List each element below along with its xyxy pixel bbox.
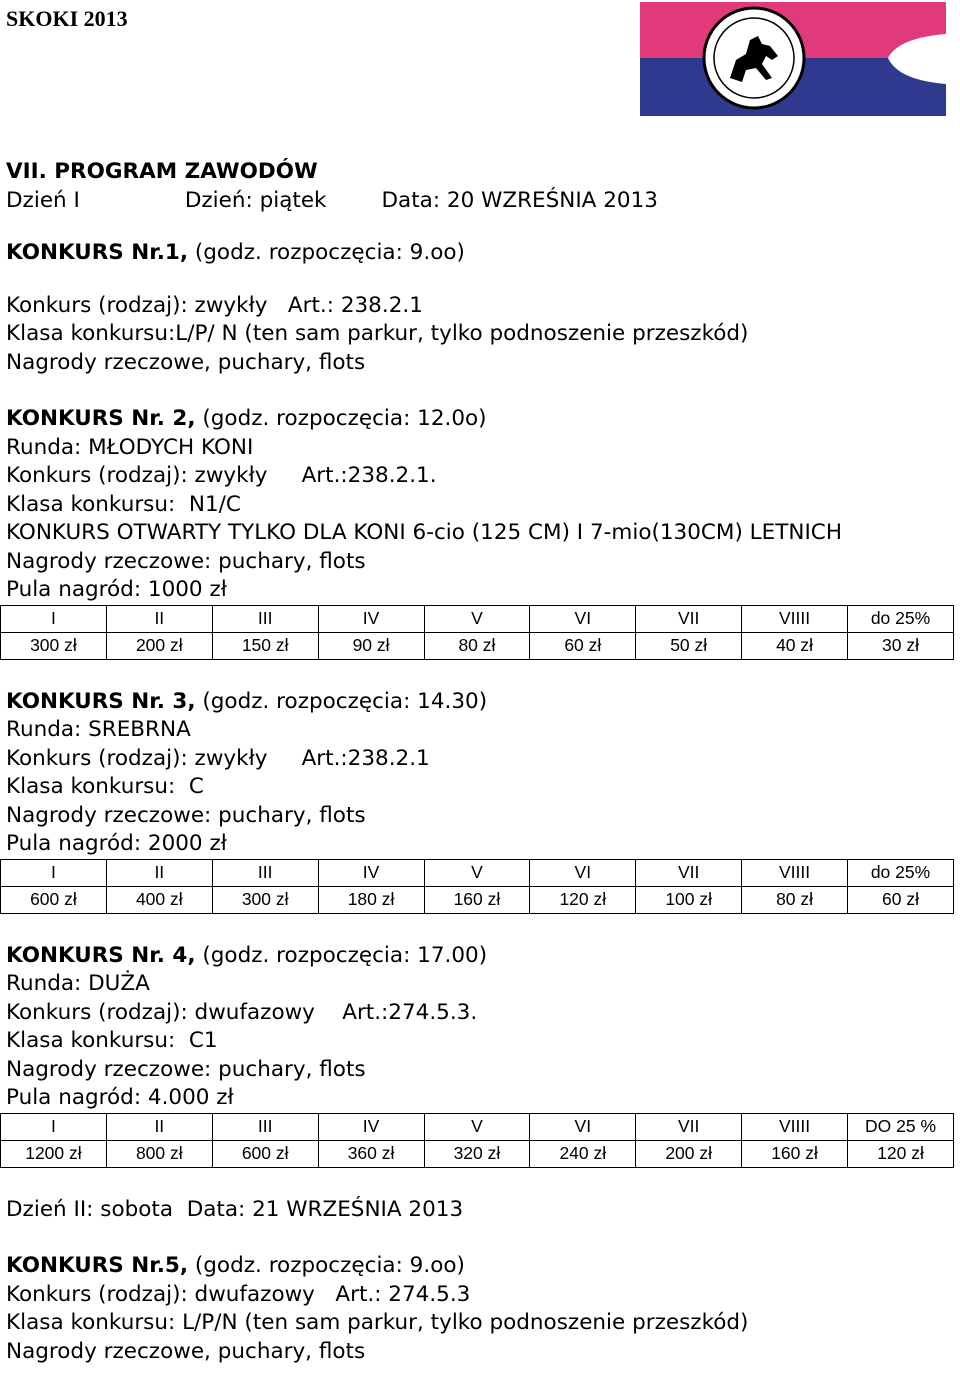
konkurs-2-class: Klasa konkursu: N1/C: [6, 491, 241, 517]
konkurs-2-open-note: KONKURS OTWARTY TYLKO DLA KONI 6-cio (125 CM) I 7-mio(130CM) LETNICH: [6, 520, 842, 545]
konkurs-3-prize-table: [0, 859, 954, 914]
amount-cell: 240 zł: [530, 1140, 636, 1167]
place-cell: DO 25 %: [848, 1113, 954, 1140]
table-row-places: [1, 859, 954, 886]
konkurs-4-round: Runda: DUŻA: [6, 971, 150, 996]
konkurs-5-prizes: Nagrody rzeczowe, puchary, flots: [6, 1338, 366, 1364]
amount-cell: 200 zł: [106, 632, 212, 659]
amount-cell: 200 zł: [636, 1140, 742, 1167]
program-title: VII. PROGRAM ZAWODÓW: [6, 159, 318, 184]
document-header-title: SKOKI 2013: [6, 6, 128, 31]
konkurs-1-heading: KONKURS Nr.1, (godz. rozpoczęcia: 9.oo): [6, 240, 465, 265]
konkurs-4-prizes: Nagrody rzeczowe: puchary, flots: [6, 1056, 366, 1082]
place-cell: VII: [636, 605, 742, 632]
weekday-label: Dzień: piątek: [184, 187, 327, 213]
table-row-places: [1, 1113, 954, 1140]
amount-cell: 80 zł: [742, 886, 848, 913]
place-cell: do 25%: [848, 859, 954, 886]
konkurs-1-prizes: Nagrody rzeczowe, puchary, flots: [6, 349, 366, 375]
place-cell: IV: [318, 1113, 424, 1140]
konkurs-4-class: Klasa konkursu: C1: [6, 1028, 218, 1053]
table-row-amounts: [1, 886, 954, 913]
place-cell: VI: [530, 859, 636, 886]
place-cell: VIIII: [742, 1113, 848, 1140]
place-cell: VII: [636, 1113, 742, 1140]
place-cell: IV: [318, 859, 424, 886]
place-cell: V: [424, 1113, 530, 1140]
place-cell: VII: [636, 859, 742, 886]
place-cell: III: [212, 1113, 318, 1140]
amount-cell: 600 zł: [212, 1140, 318, 1167]
konkurs-4-prize-pool: Pula nagród: 4.000 zł: [6, 1085, 234, 1110]
amount-cell: 150 zł: [212, 632, 318, 659]
konkurs-3-class: Klasa konkursu: C: [6, 774, 204, 799]
konkurs-2-type: Konkurs (rodzaj): zwykły Art.:238.2.1.: [6, 463, 437, 488]
place-cell: II: [106, 1113, 212, 1140]
amount-cell: 160 zł: [742, 1140, 848, 1167]
place-cell: VI: [530, 1113, 636, 1140]
table-row-places: [1, 605, 954, 632]
place-cell: I: [1, 1113, 107, 1140]
amount-cell: 300 zł: [212, 886, 318, 913]
konkurs-5-class: Klasa konkursu: L/P/N (ten sam parkur, tylko podnoszenie przeszkód): [6, 1310, 749, 1335]
amount-cell: 90 zł: [318, 632, 424, 659]
date-label: Data: 20 WZREŚNIA 2013: [381, 187, 658, 213]
place-cell: V: [424, 859, 530, 886]
place-cell: III: [212, 605, 318, 632]
place-cell: II: [106, 605, 212, 632]
konkurs-2-heading: KONKURS Nr. 2, (godz. rozpoczęcia: 12.0o): [6, 406, 487, 431]
amount-cell: 80 zł: [424, 632, 530, 659]
konkurs-4-type: Konkurs (rodzaj): dwufazowy Art.:274.5.3.: [6, 999, 478, 1025]
place-cell: VI: [530, 605, 636, 632]
konkurs-3-round: Runda: SREBRNA: [6, 717, 191, 742]
amount-cell: 100 zł: [636, 886, 742, 913]
place-cell: III: [212, 859, 318, 886]
amount-cell: 60 zł: [848, 886, 954, 913]
amount-cell: 60 zł: [530, 632, 636, 659]
konkurs-4-heading: KONKURS Nr. 4, (godz. rozpoczęcia: 17.00): [6, 942, 488, 968]
konkurs-3-prizes: Nagrody rzeczowe: puchary, flots: [6, 802, 366, 828]
place-cell: do 25%: [848, 605, 954, 632]
amount-cell: 40 zł: [742, 632, 848, 659]
amount-cell: 30 zł: [848, 632, 954, 659]
day-label: Dzień I: [6, 187, 80, 213]
amount-cell: 180 zł: [318, 886, 424, 913]
konkurs-5-type: Konkurs (rodzaj): dwufazowy Art.: 274.5.3: [6, 1281, 471, 1307]
amount-cell: 360 zł: [318, 1140, 424, 1167]
amount-cell: 1200 zł: [1, 1140, 107, 1167]
konkurs-5-heading: KONKURS Nr.5, (godz. rozpoczęcia: 9.oo): [6, 1253, 465, 1278]
amount-cell: 160 zł: [424, 886, 530, 913]
amount-cell: 50 zł: [636, 632, 742, 659]
place-cell: V: [424, 605, 530, 632]
amount-cell: 400 zł: [106, 886, 212, 913]
place-cell: IV: [318, 605, 424, 632]
amount-cell: 300 zł: [1, 632, 107, 659]
konkurs-3-heading: KONKURS Nr. 3, (godz. rozpoczęcia: 14.30): [6, 688, 488, 714]
amount-cell: 120 zł: [530, 886, 636, 913]
konkurs-2-prize-table: [0, 605, 954, 660]
place-cell: VIIII: [742, 605, 848, 632]
konkurs-1-class: Klasa konkursu:L/P/ N (ten sam parkur, tylko podnoszenie przeszkód): [6, 321, 749, 346]
konkurs-2-prizes: Nagrody rzeczowe: puchary, flots: [6, 548, 366, 574]
place-cell: I: [1, 605, 107, 632]
place-cell: II: [106, 859, 212, 886]
konkurs-4-prize-table: [0, 1113, 954, 1168]
table-row-amounts: [1, 632, 954, 659]
amount-cell: 600 zł: [1, 886, 107, 913]
place-cell: I: [1, 859, 107, 886]
amount-cell: 800 zł: [106, 1140, 212, 1167]
table-row-amounts: [1, 1140, 954, 1167]
konkurs-3-prize-pool: Pula nagród: 2000 zł: [6, 831, 227, 856]
amount-cell: 320 zł: [424, 1140, 530, 1167]
club-logo: [638, 0, 948, 118]
konkurs-3-type: Konkurs (rodzaj): zwykły Art.:238.2.1: [6, 745, 430, 771]
konkurs-2-prize-pool: Pula nagród: 1000 zł: [6, 577, 227, 602]
konkurs-1-type: Konkurs (rodzaj): zwykły Art.: 238.2.1: [6, 292, 423, 318]
day2-header: Dzień II: sobota Data: 21 WRZEŚNIA 2013: [6, 1196, 464, 1222]
day1-header: [6, 187, 956, 216]
amount-cell: 120 zł: [848, 1140, 954, 1167]
place-cell: VIIII: [742, 859, 848, 886]
konkurs-2-round: Runda: MŁODYCH KONI: [6, 434, 254, 460]
